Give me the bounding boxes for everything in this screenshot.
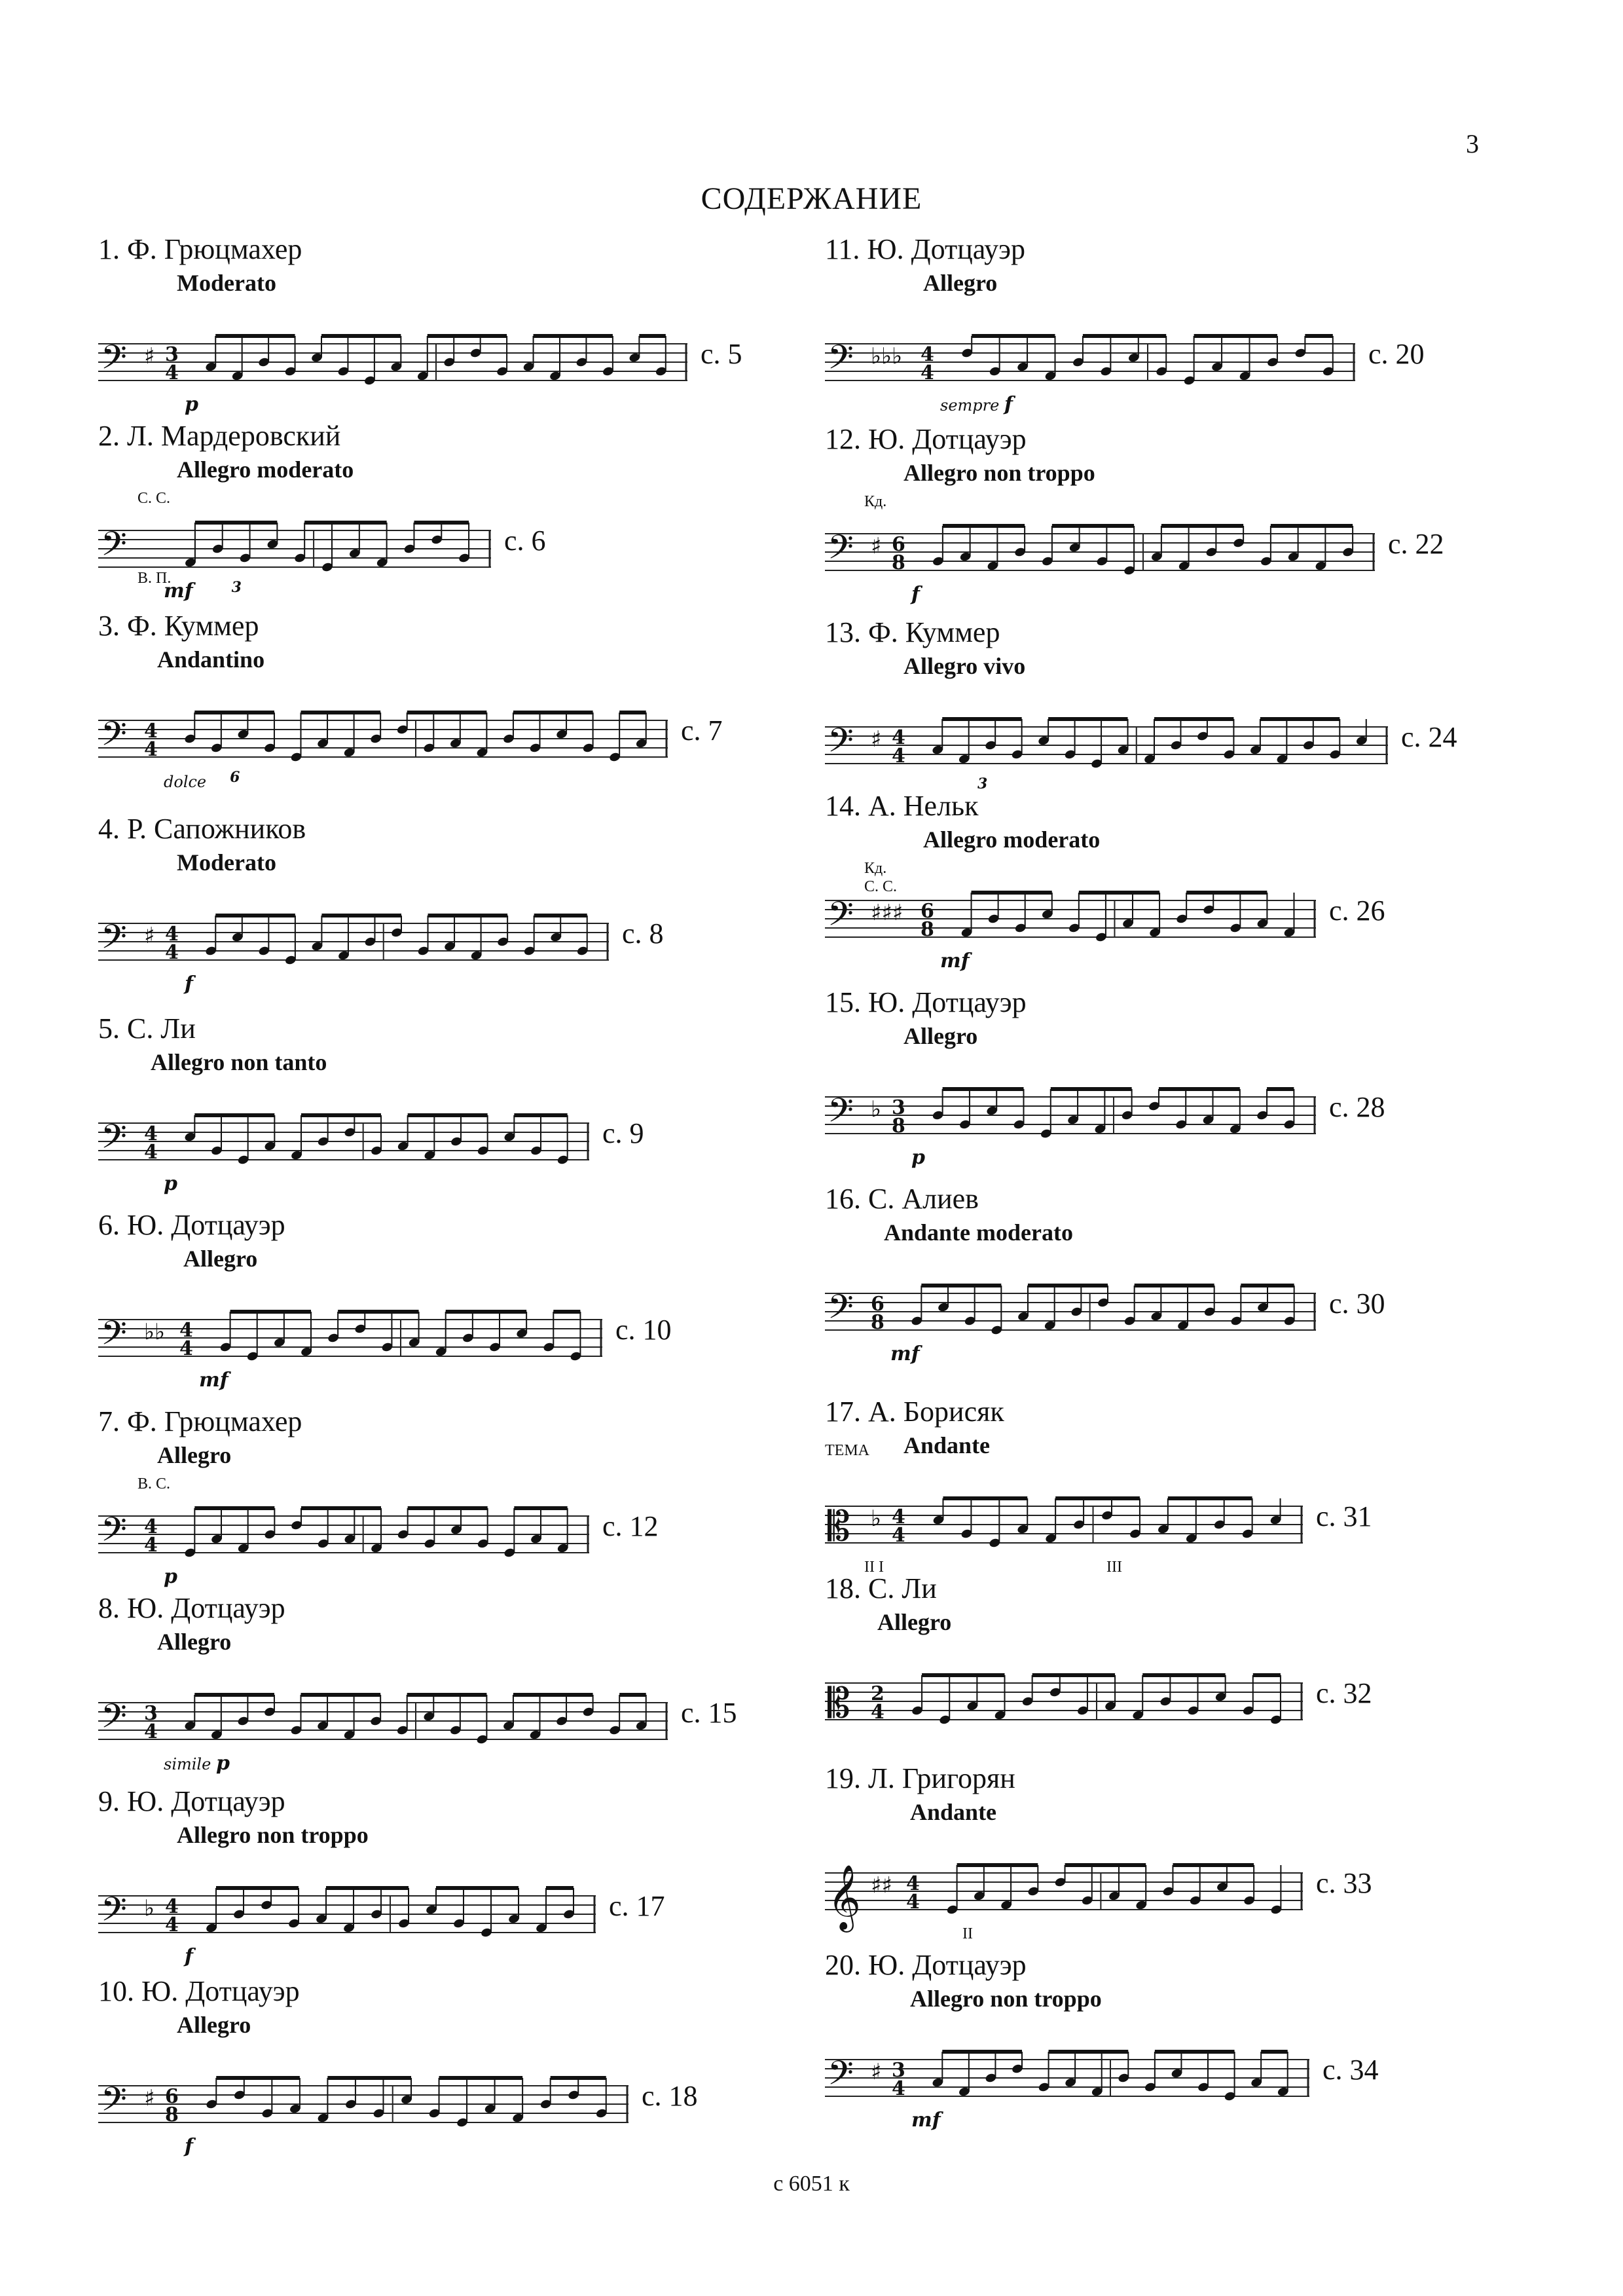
time-signature-bottom: 4	[165, 1914, 179, 1936]
music-incipit	[98, 904, 609, 1002]
contents-entry[interactable]	[825, 1948, 1480, 2145]
time-signature-top: 2	[871, 1682, 884, 1705]
tempo-marking: Allegro	[157, 1442, 232, 1468]
entry-title: 14. А. Нельк	[825, 790, 979, 822]
fingering-annotation: Кд.	[864, 493, 887, 510]
bass-clef-icon: 𝄢	[101, 1696, 127, 1744]
page-title: СОДЕРЖАНИЕ	[701, 181, 922, 216]
bass-clef-icon: 𝄢	[101, 1117, 127, 1164]
time-signature-bottom: 4	[906, 1891, 920, 1914]
page-reference[interactable]: с. 22	[1388, 528, 1444, 560]
contents-entry[interactable]	[825, 789, 1480, 986]
music-incipit	[98, 1300, 602, 1398]
bass-clef-icon: 𝄢	[101, 1509, 127, 1557]
music-incipit	[825, 1077, 1316, 1176]
music-incipit	[98, 1876, 596, 1974]
tenor-clef-icon: 𝄡	[828, 1679, 850, 1727]
time-signature-top: 3	[144, 1702, 158, 1725]
music-incipit	[98, 1496, 589, 1595]
dynamic-marking: mf	[940, 950, 970, 972]
contents-entry[interactable]	[98, 812, 753, 1009]
time-signature-top: 6	[871, 1293, 884, 1316]
key-signature: ♭	[871, 1506, 882, 1532]
dynamic-marking: mf	[890, 1342, 920, 1365]
key-signature: ♯	[871, 533, 882, 559]
contents-entry[interactable]	[825, 616, 1480, 812]
treble-clef-icon: 𝄞	[828, 1864, 861, 1930]
tempo-marking: Allegro non troppo	[177, 1822, 369, 1848]
contents-entry[interactable]	[825, 1762, 1480, 1958]
bass-clef-icon: 𝄢	[101, 2079, 127, 2127]
bass-clef-icon: 𝄢	[101, 337, 127, 385]
page-reference[interactable]: с. 10	[615, 1314, 672, 1346]
tuplet-number: 3	[977, 775, 988, 792]
time-signature-bottom: 4	[144, 1141, 158, 1164]
page-reference[interactable]: с. 17	[609, 1890, 665, 1922]
key-signature: ♭	[144, 1895, 155, 1921]
tempo-marking: Allegro moderato	[923, 826, 1101, 853]
music-incipit	[825, 514, 1375, 612]
page-reference[interactable]: с. 26	[1329, 895, 1385, 927]
entry-title: 11. Ю. Дотцауэр	[825, 233, 1025, 265]
contents-entry[interactable]	[825, 1572, 1480, 1768]
fingering-annotation: С. С.	[137, 490, 171, 507]
time-signature-top: 4	[906, 1872, 920, 1895]
bass-clef-icon: 𝄢	[828, 894, 854, 942]
tempo-marking: Allegro non troppo	[903, 460, 1095, 486]
contents-entry[interactable]	[825, 232, 1480, 429]
dynamic-marking: mf	[164, 580, 193, 602]
page-reference[interactable]: с. 12	[602, 1510, 659, 1542]
time-signature-bottom: 4	[144, 1720, 158, 1743]
entry-title: 20. Ю. Дотцауэр	[825, 1949, 1027, 1981]
time-signature-bottom: 4	[165, 361, 179, 384]
contents-entry[interactable]	[825, 986, 1480, 1182]
time-signature-top: 4	[892, 1506, 905, 1528]
music-incipit	[825, 1853, 1303, 1952]
entry-title: 1. Ф. Грюцмахер	[98, 233, 302, 265]
tempo-marking: Andante	[910, 1799, 997, 1825]
page-reference[interactable]: с. 5	[701, 338, 742, 370]
entry-title: 17. А. Борисяк	[825, 1396, 1004, 1428]
time-signature-bottom: 4	[921, 361, 934, 384]
page-reference[interactable]: с. 8	[622, 917, 664, 950]
page-reference[interactable]: с. 20	[1368, 338, 1425, 370]
dynamic-marking: p	[911, 1146, 925, 1169]
tempo-marking: Andante	[903, 1432, 991, 1458]
tempo-marking: Allegro	[157, 1629, 232, 1655]
tempo-marking: Allegro	[183, 1246, 258, 1272]
time-signature-bottom: 4	[892, 2077, 905, 2100]
time-signature-top: 3	[892, 2059, 905, 2082]
bass-clef-icon: 𝄢	[101, 524, 127, 572]
tempo-marking: Allegro	[903, 1023, 978, 1049]
tuplet-number: 3	[231, 579, 242, 596]
tempo-marking: Moderato	[177, 270, 276, 296]
time-signature-top: 4	[165, 923, 179, 946]
tempo-marking: Allegro	[877, 1609, 952, 1635]
key-signature: ♯♯♯	[871, 900, 903, 926]
key-signature: ♭♭♭	[871, 343, 903, 369]
music-incipit	[98, 1683, 668, 1781]
time-signature-bottom: 4	[144, 738, 158, 761]
tempo-marking: Andante moderato	[884, 1219, 1073, 1246]
entry-title: 6. Ю. Дотцауэр	[98, 1209, 285, 1241]
time-signature-bottom: 4	[892, 1524, 905, 1547]
page-reference[interactable]: с. 28	[1329, 1091, 1385, 1123]
bass-clef-icon: 𝄢	[101, 917, 127, 965]
entry-title: 4. Р. Сапожников	[98, 813, 306, 845]
entry-title: 5. С. Ли	[98, 1012, 196, 1045]
tempo-marking: Allegro non tanto	[151, 1049, 327, 1075]
contents-entry[interactable]	[98, 232, 753, 429]
time-signature-top: 4	[144, 1515, 158, 1538]
contents-entry[interactable]	[98, 1405, 753, 1601]
dynamic-marking: f	[911, 583, 920, 606]
entry-title: 3. Ф. Куммер	[98, 610, 259, 642]
time-signature-bottom: 4	[165, 941, 179, 964]
time-signature-bottom: 8	[165, 2103, 179, 2126]
theme-label: TEMA	[825, 1442, 869, 1459]
key-signature: ♯	[871, 2059, 882, 2085]
time-signature-top: 6	[892, 533, 905, 556]
tenor-clef-icon: 𝄡	[828, 1502, 850, 1550]
bass-clef-icon: 𝄢	[828, 527, 854, 575]
entry-title: 15. Ю. Дотцауэр	[825, 986, 1027, 1018]
page-number: 3	[1466, 129, 1479, 158]
time-signature-top: 4	[921, 343, 934, 366]
entry-title: 12. Ю. Дотцауэр	[825, 423, 1027, 455]
music-incipit	[98, 1103, 589, 1202]
contents-entry[interactable]	[98, 1591, 753, 1788]
contents-entry[interactable]	[825, 1395, 1480, 1591]
dynamic-marking: mf	[911, 2109, 941, 2132]
dynamic-marking: dolce	[164, 773, 207, 791]
dynamic-marking: p	[164, 1172, 177, 1195]
music-incipit	[98, 701, 668, 799]
bass-clef-icon: 𝄢	[828, 1090, 854, 1138]
fingering-annotation: II I	[864, 1559, 884, 1576]
time-signature-bottom: 4	[144, 1534, 158, 1557]
entry-title: 8. Ю. Дотцауэр	[98, 1592, 285, 1624]
tempo-marking: Moderato	[177, 849, 276, 876]
entry-title: 13. Ф. Куммер	[825, 616, 1000, 648]
time-signature-top: 4	[179, 1319, 193, 1342]
fingering-annotation: В. П.	[137, 570, 172, 587]
page-reference[interactable]: с. 24	[1401, 721, 1457, 753]
time-signature-top: 6	[165, 2085, 179, 2108]
time-signature-bottom: 4	[892, 745, 905, 768]
time-signature-top: 3	[165, 343, 179, 366]
bass-clef-icon: 𝄢	[828, 337, 854, 385]
time-signature-bottom: 4	[871, 1701, 884, 1724]
time-signature-top: 4	[165, 1895, 179, 1918]
time-signature-top: 4	[144, 1122, 158, 1145]
music-incipit	[98, 324, 687, 422]
bass-clef-icon: 𝄢	[101, 1889, 127, 1937]
catalog-footer: с 6051 к	[773, 2172, 850, 2196]
music-incipit	[825, 324, 1355, 422]
entry-title: 10. Ю. Дотцауэр	[98, 1975, 300, 2007]
contents-entry[interactable]	[98, 1974, 753, 2171]
bass-clef-icon: 𝄢	[828, 1287, 854, 1335]
fingering-annotation: II	[962, 1925, 973, 1942]
page-reference[interactable]: с. 15	[681, 1697, 737, 1729]
dynamic-marking: p	[185, 393, 198, 416]
contents-entry[interactable]	[98, 1012, 753, 1208]
dynamic-marking: simile p	[164, 1752, 230, 1775]
bass-clef-icon: 𝄢	[828, 2053, 854, 2101]
entry-title: 9. Ю. Дотцауэр	[98, 1785, 285, 1817]
time-signature-top: 4	[892, 726, 905, 749]
tempo-marking: Allegro moderato	[177, 456, 354, 483]
tempo-marking: Andantino	[157, 646, 265, 673]
tempo-marking: Allegro	[923, 270, 998, 296]
dynamic-marking: sempre f	[940, 393, 1013, 416]
time-signature-bottom: 8	[892, 1115, 905, 1138]
time-signature-top: 3	[892, 1096, 905, 1119]
time-signature-bottom: 4	[179, 1337, 193, 1360]
bass-clef-icon: 𝄢	[101, 1313, 127, 1361]
music-incipit	[825, 1274, 1316, 1372]
dynamic-marking: f	[185, 972, 193, 995]
key-signature: ♭♭	[144, 1319, 166, 1345]
bass-clef-icon: 𝄢	[101, 714, 127, 762]
fingering-annotation: В. С.	[137, 1475, 171, 1492]
tempo-marking: Allegro vivo	[903, 653, 1026, 679]
page-reference[interactable]: с. 34	[1322, 2054, 1379, 2086]
key-signature: ♯	[144, 2085, 155, 2111]
page-reference[interactable]: с. 7	[681, 714, 723, 747]
entry-title: 16. С. Алиев	[825, 1183, 979, 1215]
page-reference[interactable]: с. 33	[1316, 1867, 1372, 1899]
contents-entry[interactable]	[825, 1182, 1480, 1379]
dynamic-marking: mf	[199, 1369, 228, 1392]
entry-title: 2. Л. Мардеровский	[98, 420, 341, 452]
contents-entry[interactable]	[98, 1785, 753, 1981]
tempo-marking: Allegro	[177, 2012, 251, 2038]
music-incipit	[825, 2040, 1309, 2138]
music-incipit	[825, 881, 1316, 979]
key-signature: ♯	[144, 923, 155, 949]
page-reference[interactable]: с. 31	[1316, 1500, 1372, 1532]
music-incipit	[98, 2066, 629, 2164]
page-reference[interactable]: с. 18	[642, 2080, 698, 2112]
time-signature-bottom: 8	[921, 918, 934, 941]
time-signature-top: 4	[144, 720, 158, 743]
page-reference[interactable]: с. 6	[504, 525, 546, 557]
fingering-annotation: III	[1106, 1559, 1122, 1576]
dynamic-marking: f	[185, 2135, 193, 2158]
page-reference[interactable]: с. 32	[1316, 1677, 1372, 1709]
music-incipit	[825, 1663, 1303, 1762]
contents-entry[interactable]	[98, 1208, 753, 1405]
contents-entry[interactable]	[98, 419, 753, 616]
entry-title: 19. Л. Григорян	[825, 1762, 1015, 1794]
contents-entry[interactable]	[98, 609, 753, 805]
music-incipit	[98, 511, 491, 609]
entry-title: 7. Ф. Грюцмахер	[98, 1405, 302, 1437]
dynamic-marking: f	[185, 1945, 193, 1968]
tempo-marking: Allegro non troppo	[910, 1986, 1102, 2012]
time-signature-top: 6	[921, 900, 934, 923]
key-signature: ♯♯	[871, 1872, 892, 1898]
page-reference[interactable]: с. 9	[602, 1117, 644, 1149]
dynamic-marking: p	[164, 1565, 177, 1588]
time-signature-bottom: 8	[871, 1311, 884, 1334]
fingering-annotation: С. С.	[864, 878, 898, 895]
music-incipit	[825, 1487, 1303, 1585]
entry-title: 18. С. Ли	[825, 1572, 937, 1604]
page-reference[interactable]: с. 30	[1329, 1287, 1385, 1320]
time-signature-bottom: 8	[892, 551, 905, 574]
tuplet-number: 6	[230, 769, 240, 786]
key-signature: ♭	[871, 1096, 882, 1122]
contents-entry[interactable]	[825, 422, 1480, 619]
fingering-annotation: Кд.	[864, 860, 887, 877]
key-signature: ♯	[144, 343, 155, 369]
key-signature: ♯	[871, 726, 882, 752]
bass-clef-icon: 𝄢	[828, 720, 854, 768]
